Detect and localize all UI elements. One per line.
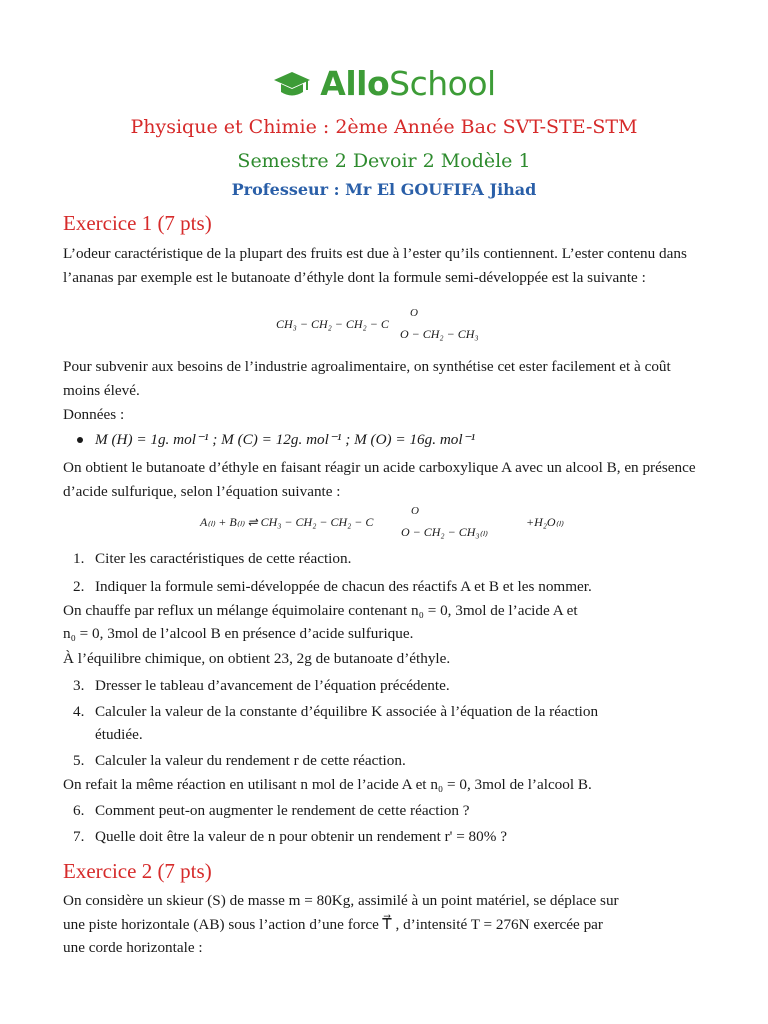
exercise-2-heading: Exercice 2 (7 pts) <box>63 859 212 883</box>
reaction-equation-ether: O − CH₂ − CH₃₍ₗ₎ <box>401 525 488 539</box>
reaction-equation-left: A₍ₗ₎ + B₍ₗ₎ ⇌ CH₃ − CH₂ − CH₂ − C <box>200 515 374 529</box>
question-2: 2. Indiquer la formule semi-développée de chacun des réactifs A et B et les nommer. <box>73 577 592 595</box>
exercise-1-para-reaction: On obtient le butanoate d’éthyle en faisant réagir un acide carboxylique A avec un alcool B, en présence d’acide sulfurique, selon l’équation suivante : <box>63 459 696 500</box>
question-list-1 <box>63 547 703 598</box>
question-4: 4. Calculer la valeur de la constante d’équilibre K associée à l’équation de la réaction étudiée. <box>73 702 599 743</box>
alloschool-logo[interactable] <box>0 64 768 103</box>
question-list-3 <box>63 799 703 848</box>
exercise-2-line-1: On considère un skieur (S) de masse m = 80Kg, assimilé à un point matériel, se déplace sur <box>63 892 619 909</box>
exercise-1-para-equilibrium: À l’équilibre chimique, on obtient 23, 2g de butanoate d’éthyle. <box>63 650 451 667</box>
reaction-equation-double-bond-o: O <box>411 505 419 517</box>
question-7: 7. Quelle doit être la valeur de n pour obtenir un rendement r' = 80% ? <box>73 827 507 845</box>
question-5: 5. Calculer la valeur du rendement r de cette réaction. <box>73 751 406 769</box>
question-3: 3. Dresser le tableau d’avancement de l’équation précédente. <box>73 677 450 694</box>
question-1: 1. Citer les caractéristiques de cette réaction. <box>73 550 352 567</box>
document-title: Physique et Chimie : 2ème Année Bac SVT-STE-STM <box>130 116 638 138</box>
exercise-2-line-3: une corde horizontale : <box>63 939 203 956</box>
exercise-1-para-reflux-2: n₀ = 0, 3mol de l’alcool B en présence d’acide sulfurique. <box>63 625 414 642</box>
logo-text-school: School <box>389 64 496 103</box>
ester-formula-double-bond-o: O <box>410 307 418 319</box>
professor-name: Professeur : Mr El GOUFIFA Jihad <box>231 180 537 199</box>
reaction-equation <box>200 505 564 539</box>
exercise-1-para-industry: Pour subvenir aux besoins de l’industrie agroalimentaire, on synthétise cet ester facilement et à coût moins élevé. <box>63 358 671 399</box>
ester-formula-ether: O − CH₂ − CH₃ <box>400 327 479 341</box>
reaction-equation-water: +H₂O₍ₗ₎ <box>526 515 564 529</box>
question-list-2 <box>63 674 703 772</box>
logo-text-allo: Allo <box>320 64 390 103</box>
exercise-1-intro: L’odeur caractéristique de la plupart des fruits est due à l’ester qu’ils contiennent. L’ester contenu dans l’ananas par exemple est le butanoate d’éthyle dont la formule semi-développée est la suivante : <box>63 245 687 286</box>
graduation-cap-icon <box>272 68 312 100</box>
donnees-label: Données : <box>63 406 125 423</box>
exercise-2-line-2: une piste horizontale (AB) sous l’action d’une force T⃗ , d’intensité T = 276N exercée par <box>63 916 603 933</box>
question-6: 6. Comment peut-on augmenter le rendement de cette réaction ? <box>73 802 470 819</box>
ester-formula <box>276 307 479 341</box>
ester-formula-chain: CH₃ − CH₂ − CH₂ − C <box>276 317 389 331</box>
document-subtitle: Semestre 2 Devoir 2 Modèle 1 <box>237 150 531 172</box>
exercise-1-para-repeat: On refait la même réaction en utilisant n mol de l’acide A et n₀ = 0, 3mol de l’alcool B. <box>63 776 592 793</box>
molar-masses: M (H) = 1g. mol⁻¹ ; M (C) = 12g. mol⁻¹ ; M (O) = 16g. mol⁻¹ <box>63 428 735 452</box>
exercise-1-para-reflux-1: On chauffe par reflux un mélange équimolaire contenant n₀ = 0, 3mol de l’acide A et <box>63 602 578 619</box>
exercise-1-heading: Exercice 1 (7 pts) <box>63 211 212 235</box>
